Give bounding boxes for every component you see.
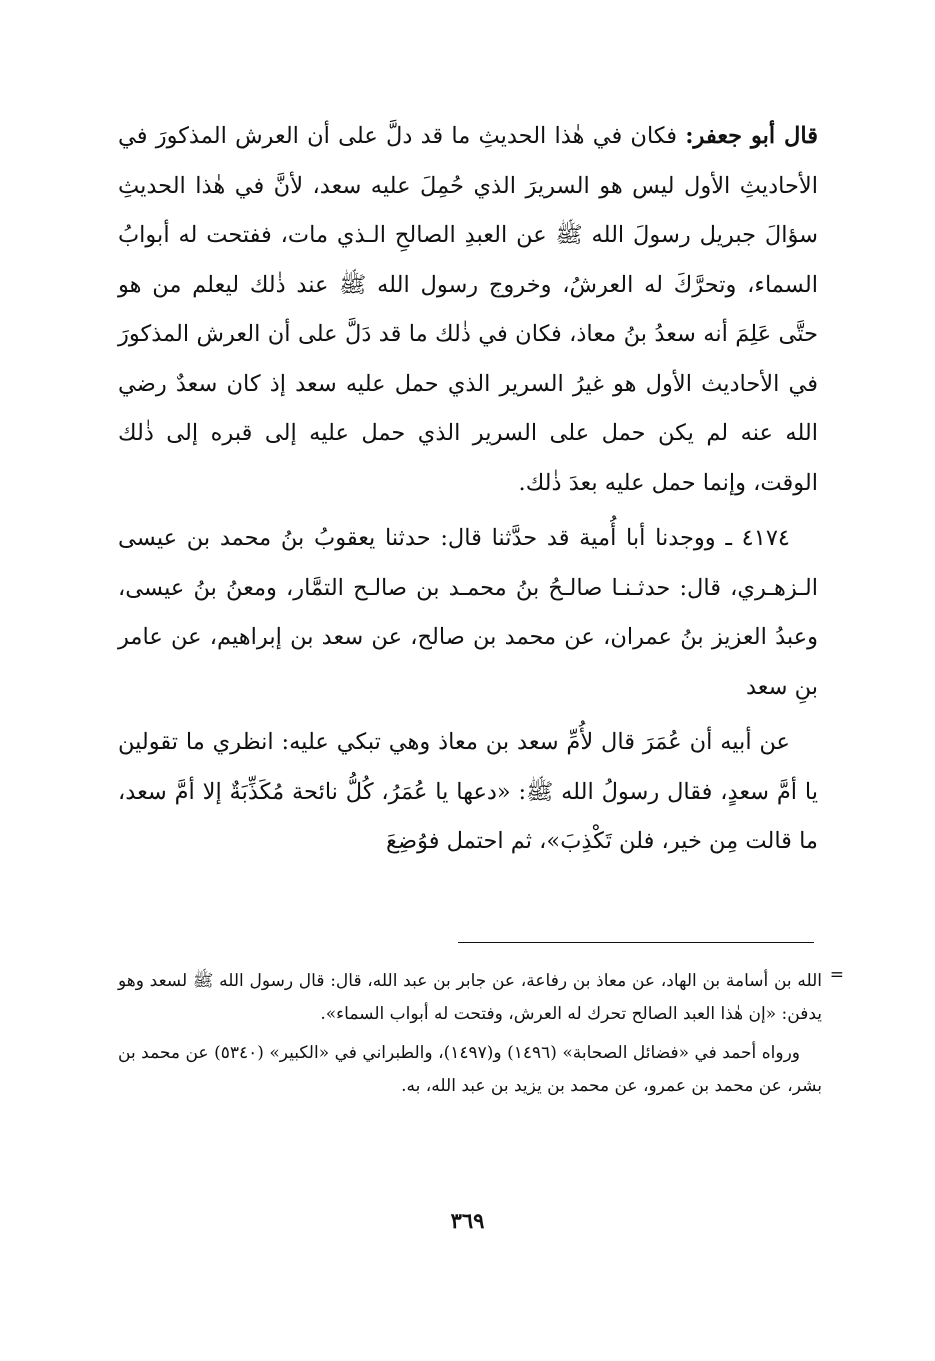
footnote: ورواه أحمد في «فضائل الصحابة» (١٤٩٦) و(١٤٩٧)، والطبراني في «الكبير» (٥٣٤٠) عن محمد بن بشر، عن محمد بن عمرو، عن محمد بن يزيد بن عبد الله، به.: [118, 1043, 822, 1096]
paragraph-text: فكان في هٰذا الحديثِ ما قد دلَّ على أن العرش المذكورَ في الأحاديثِ الأول ليس هو السريرَ الذي حُمِلَ عليه سعد، لأنَّ في هٰذا الحديثِ سؤالَ جبريل رسولَ الله ﷺ عن العبدِ الصالحِ الـذي مات، ففتحت له أبوابُ السماء، وتحرَّكَ له العرشُ، وخروج رسول الله ﷺ عند ذٰلك ليعلم من هو حتَّى عَلِمَ أنه سعدُ بنُ معاذ، فكان في ذٰلك ما قد دَلَّ على أن العرش المذكورَ في الأحاديث الأول هو غيرُ السرير الذي حمل عليه سعد إذ كان سعدٌ رضي الله عنه لم يكن حمل على السرير الذي حمل عليه إلى قبره إلى ذٰلك الوقت، وإنما حمل عليه بعدَ ذٰلك.: [118, 123, 818, 496]
footnote: الله بن أسامة بن الهاد، عن معاذ بن رفاعة، عن جابر بن عبد الله، قال: قال رسول الله ﷺ لسعد وهو يدفن: «إن هٰذا العبد الصالح تحرك له العرش، وفتحت له أبواب السماء».: [118, 971, 822, 1024]
paragraph-text: ٤١٧٤ ـ ووجدنا أبا أُمية قد حدَّثنا قال: حدثنا يعقوبُ بنُ محمد بن عيسى الـزهـري، قال: حدثـنـا صالـحُ بنُ محمـد بن صالـح التمَّار، ومعنُ بنُ عيسى، وعبدُ العزيز بنُ عمران، عن محمد بن صالح، عن سعد بن إبراهيم، عن عامر بنِ سعد: [118, 525, 818, 700]
paragraph-text: عن أبيه أن عُمَرَ قال لأُمِّ سعد بن معاذ وهي تبكي عليه: انظري ما تقولين يا أمَّ سعدٍ، فقال رسولُ الله ﷺ: «دعها يا عُمَرُ، كُلُّ نائحة مُكَذِّبَةٌ إلا أمَّ سعد، ما قالت مِن خير، فلن تَكْذِبَ»، ثم احتمل فوُضِعَ: [118, 729, 818, 854]
paragraph: [118, 718, 818, 867]
footnote-continuation-mark: =: [829, 965, 844, 985]
main-text: [118, 112, 818, 873]
paragraph-lead: قال أبو جعفر:: [685, 123, 818, 149]
footnote-divider: [458, 942, 814, 943]
page-number: ٣٦٩: [450, 1208, 485, 1233]
paragraph: [118, 112, 818, 508]
footnotes: [118, 965, 844, 1109]
paragraph: [118, 514, 818, 712]
